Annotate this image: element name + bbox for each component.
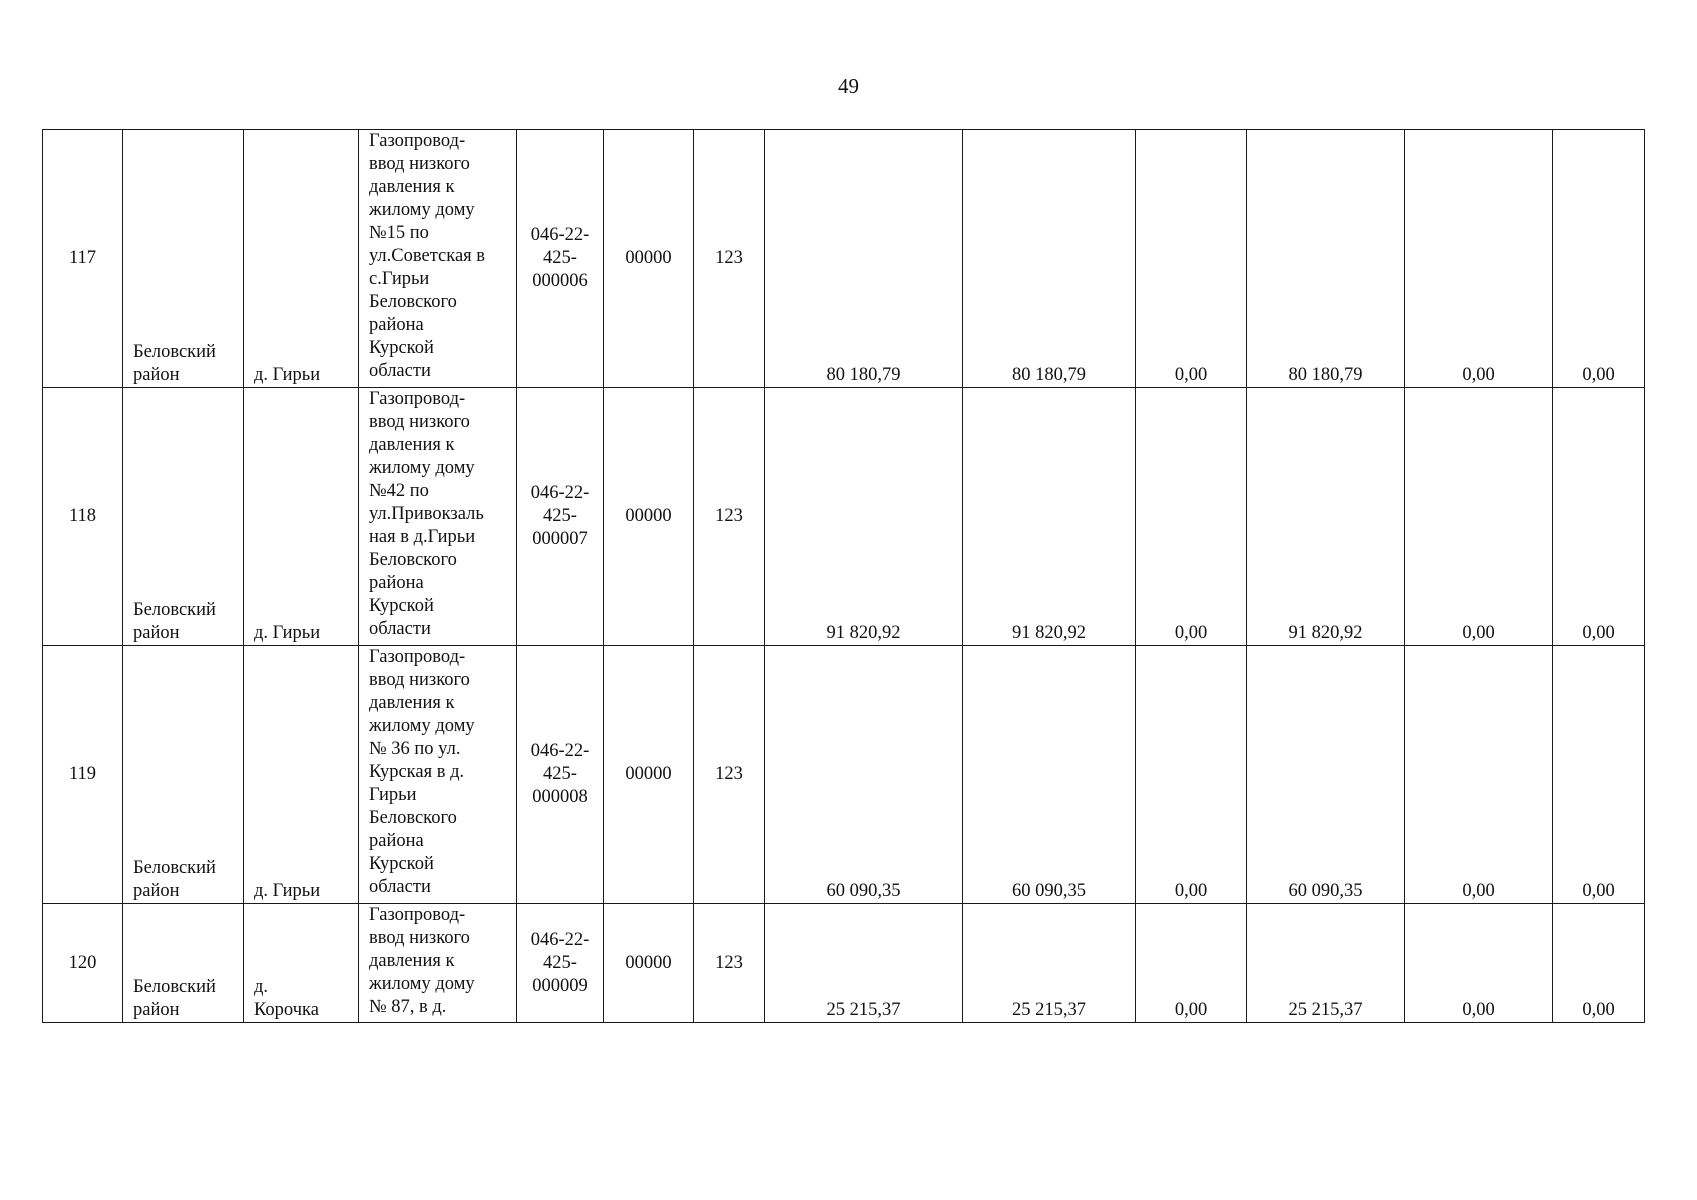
- amount-cell: 91 820,92: [1247, 388, 1405, 646]
- amount-cell: 25 215,37: [1247, 904, 1405, 1023]
- amount-cell: 0,00: [1136, 646, 1247, 904]
- table-row: [43, 130, 1645, 388]
- locality-cell: д. Гирьи: [244, 646, 359, 904]
- amount-cell: 60 090,35: [1247, 646, 1405, 904]
- district-cell: Беловский район: [123, 904, 244, 1023]
- amount-cell: 0,00: [1405, 646, 1553, 904]
- amount-cell: 0,00: [1136, 130, 1247, 388]
- table-row: [43, 388, 1645, 646]
- page-number: 49: [838, 74, 859, 98]
- row-number-cell: 119: [43, 646, 123, 904]
- amount-cell: 91 820,92: [963, 388, 1136, 646]
- code-cell: 00000: [604, 904, 694, 1023]
- amount-cell: 0,00: [1405, 904, 1553, 1023]
- amount-cell: 0,00: [1405, 388, 1553, 646]
- amount-cell: 60 090,35: [963, 646, 1136, 904]
- amount-cell: 0,00: [1553, 904, 1645, 1023]
- amount-cell: 80 180,79: [765, 130, 963, 388]
- amount-cell: 80 180,79: [1247, 130, 1405, 388]
- code-cell: 00000: [604, 130, 694, 388]
- kind-cell: 123: [694, 904, 765, 1023]
- amount-cell: 25 215,37: [963, 904, 1136, 1023]
- amount-cell: 0,00: [1553, 130, 1645, 388]
- cadastral-number-cell: 046-22- 425- 000008: [517, 646, 604, 904]
- row-number-cell: 120: [43, 904, 123, 1023]
- object-description-cell: Газопровод- ввод низкого давления к жилому дому №15 по ул.Советская в с.Гирьи Беловского района Курской области: [359, 130, 517, 388]
- amount-cell: 0,00: [1553, 388, 1645, 646]
- district-cell: Беловский район: [123, 646, 244, 904]
- district-cell: Беловский район: [123, 130, 244, 388]
- cadastral-number-cell: 046-22- 425- 000007: [517, 388, 604, 646]
- object-description-cell: Газопровод- ввод низкого давления к жилому дому №42 по ул.Привокзаль ная в д.Гирьи Беловского района Курской области: [359, 388, 517, 646]
- locality-cell: д. Гирьи: [244, 388, 359, 646]
- amount-cell: 0,00: [1405, 130, 1553, 388]
- object-description-cell: Газопровод- ввод низкого давления к жилому дому № 87, в д.: [359, 904, 517, 1023]
- registry-table: [42, 129, 1645, 1023]
- locality-cell: д. Гирьи: [244, 130, 359, 388]
- amount-cell: 0,00: [1136, 388, 1247, 646]
- amount-cell: 60 090,35: [765, 646, 963, 904]
- table-row: [43, 646, 1645, 904]
- locality-cell: д. Корочка: [244, 904, 359, 1023]
- cadastral-number-cell: 046-22- 425- 000006: [517, 130, 604, 388]
- amount-cell: 0,00: [1553, 646, 1645, 904]
- kind-cell: 123: [694, 130, 765, 388]
- row-number-cell: 118: [43, 388, 123, 646]
- amount-cell: 0,00: [1136, 904, 1247, 1023]
- kind-cell: 123: [694, 388, 765, 646]
- amount-cell: 91 820,92: [765, 388, 963, 646]
- amount-cell: 80 180,79: [963, 130, 1136, 388]
- code-cell: 00000: [604, 388, 694, 646]
- amount-cell: 25 215,37: [765, 904, 963, 1023]
- row-number-cell: 117: [43, 130, 123, 388]
- object-description-cell: Газопровод- ввод низкого давления к жилому дому № 36 по ул. Курская в д. Гирьи Беловского района Курской области: [359, 646, 517, 904]
- district-cell: Беловский район: [123, 388, 244, 646]
- code-cell: 00000: [604, 646, 694, 904]
- kind-cell: 123: [694, 646, 765, 904]
- cadastral-number-cell: 046-22- 425- 000009: [517, 904, 604, 1023]
- table-row: [43, 904, 1645, 1023]
